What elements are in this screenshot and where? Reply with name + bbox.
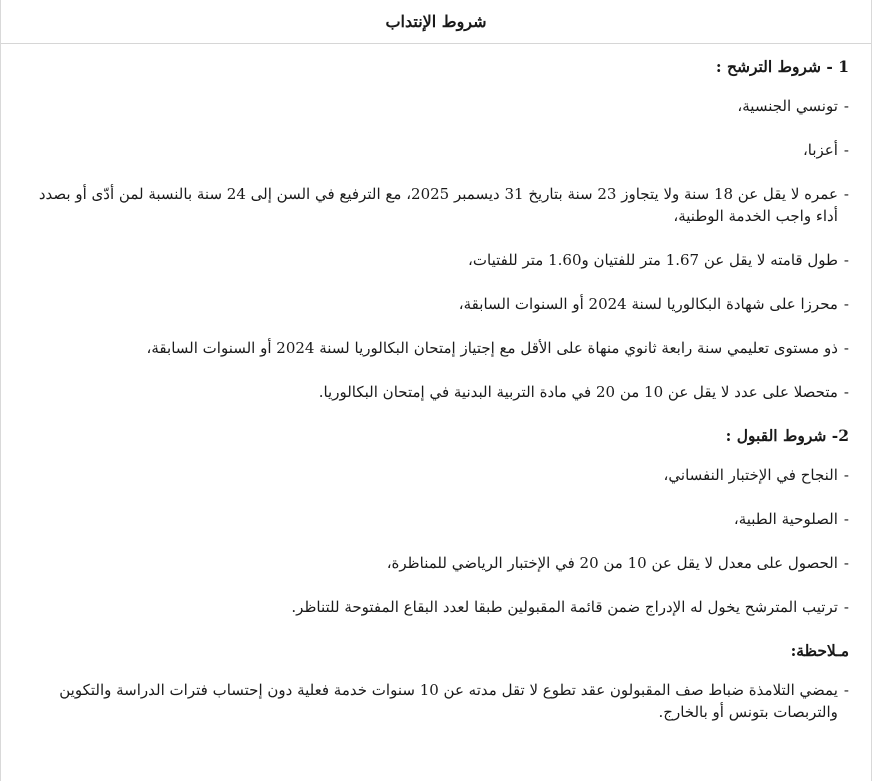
list-dash: -	[843, 383, 849, 401]
list-item-text: متحصلا على عدد لا يقل عن 10 من 20 في مادة التربية البدنية في إمتحان البكالوريا.	[318, 383, 838, 401]
list-item-text: الصلوحية الطبية،	[733, 510, 838, 528]
list-item-text: ذو مستوى تعليمي سنة رابعة ثانوي منهاة على الأقل مع إجتياز إمتحان البكالوريا لسنة 2024 أو السنوات السابقة،	[146, 339, 838, 357]
section-title-admission: 2- شروط القبول :	[725, 426, 849, 445]
list-dash: -	[843, 554, 849, 572]
list-item-text: محرزا على شهادة البكالوريا لسنة 2024 أو السنوات السابقة،	[458, 295, 838, 313]
list-dash: -	[843, 681, 849, 699]
note-title: مـلاحظة:	[790, 641, 849, 660]
list-item-text: عمره لا يقل عن 18 سنة ولا يتجاوز 23 سنة بتاريخ 31 ديسمبر 2025، مع الترفيع في السن إلى 24 سنة بالنسبة لمن أدّى أو بصدد أداء واجب الخدمة الوطنية،	[38, 185, 838, 225]
panel-body	[1, 44, 871, 723]
list-dash: -	[843, 185, 849, 203]
list-dash: -	[843, 339, 849, 357]
list-item	[23, 183, 849, 227]
list-dash: -	[843, 510, 849, 528]
panel-title	[1, 0, 871, 44]
list-dash: -	[843, 97, 849, 115]
section-title-candidacy: 1 - شروط الترشح :	[715, 57, 849, 76]
list-dash: -	[843, 141, 849, 159]
list-dash: -	[843, 466, 849, 484]
list-item-text: ترتيب المترشح يخول له الإدراج ضمن قائمة المقبولين طبقا لعدد البقاع المفتوحة للتناظر.	[291, 598, 838, 616]
list-item-text: تونسي الجنسية،	[737, 97, 838, 115]
list-item	[23, 249, 849, 271]
list-item-text: أعزبا،	[802, 141, 838, 159]
list-item	[23, 552, 849, 574]
list-dash: -	[843, 598, 849, 616]
list-item	[23, 95, 849, 117]
list-item	[23, 464, 849, 486]
panel-title-text: شروط الإنتداب	[385, 12, 487, 31]
list-item	[23, 596, 849, 618]
list-item	[23, 508, 849, 530]
list-dash: -	[843, 251, 849, 269]
list-item	[23, 293, 849, 315]
list-item-text: النجاح في الإختبار النفساني،	[663, 466, 838, 484]
note-item-text: يمضي التلامذة ضباط صف المقبولون عقد تطوع لا تقل مدته عن 10 سنوات خدمة فعلية دون إحتساب فترات الدراسة والتكوين والتربصات بتونس أو بالخارج.	[59, 681, 838, 721]
list-item-text: طول قامته لا يقل عن 1.67 متر للفتيان و1.60 متر للفتيات،	[468, 251, 838, 269]
list-item-text: الحصول على معدل لا يقل عن 10 من 20 في الإختبار الرياضي للمناظرة،	[386, 554, 838, 572]
list-dash: -	[843, 295, 849, 313]
list-item	[23, 337, 849, 359]
list-item	[23, 381, 849, 403]
note-item	[23, 679, 849, 723]
list-item	[23, 139, 849, 161]
